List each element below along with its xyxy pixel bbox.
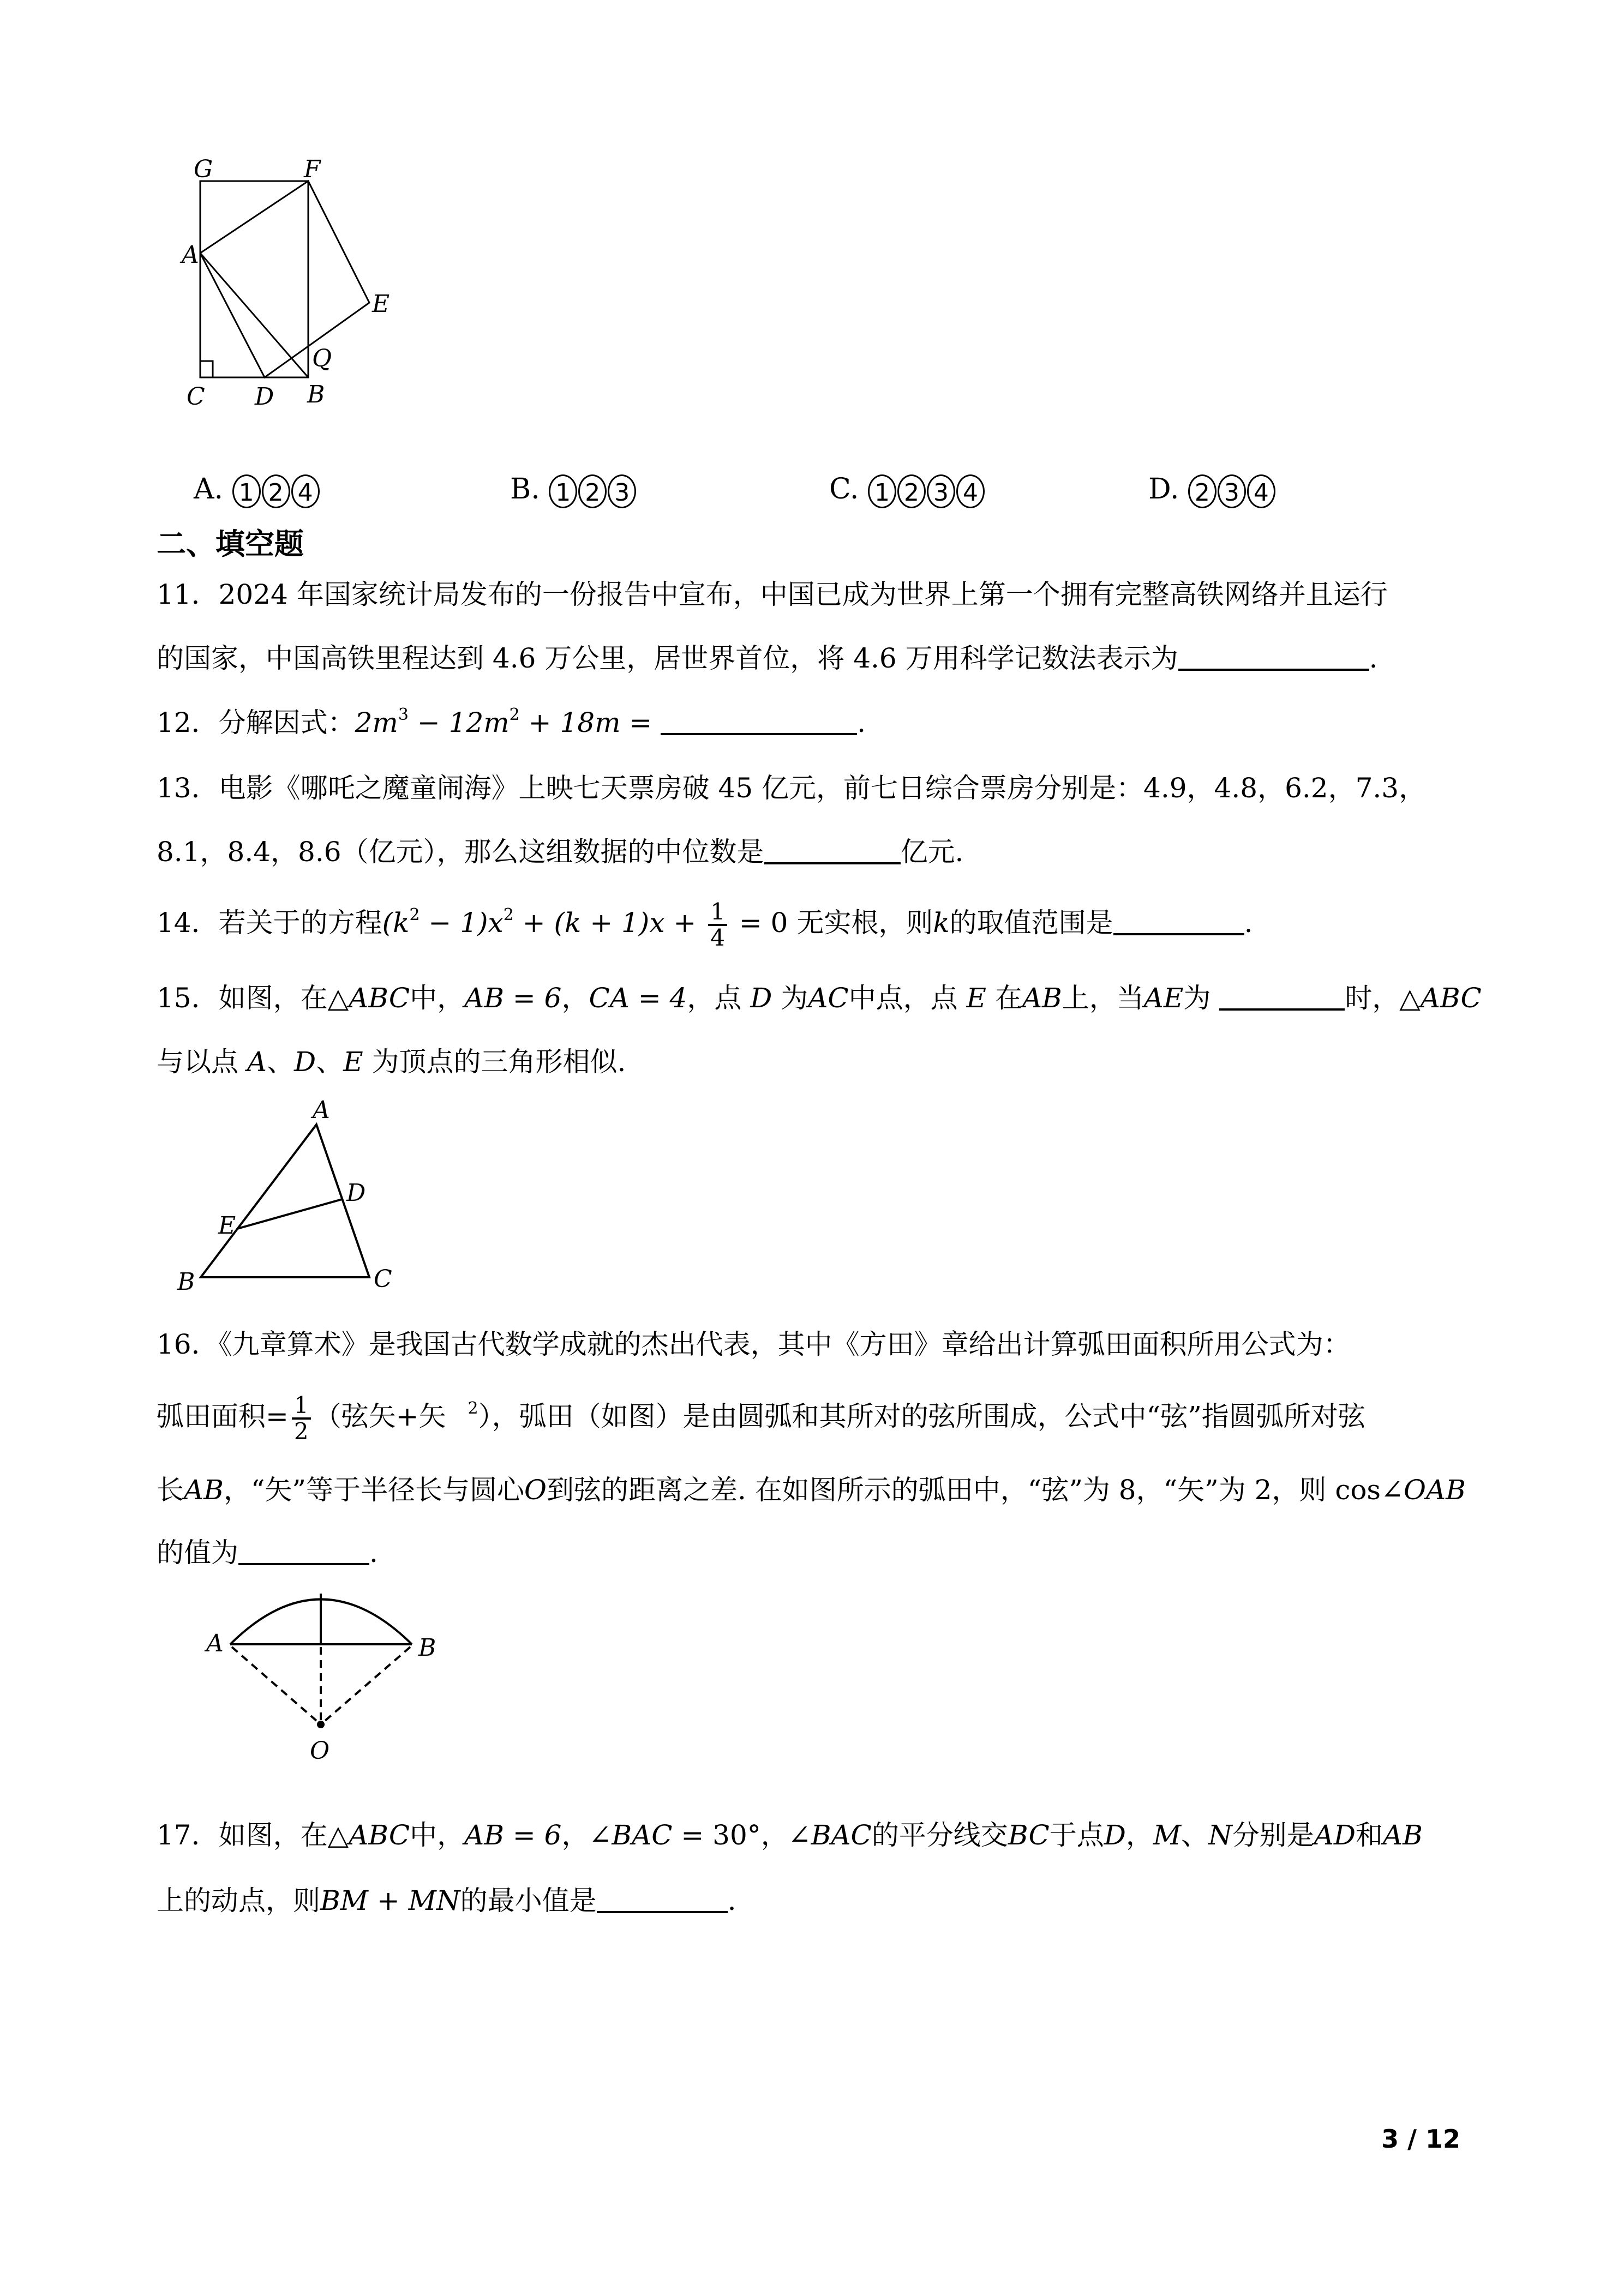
q15-t: 为	[772, 982, 808, 1014]
q15-t: ，	[561, 982, 589, 1014]
question-number: 11．	[157, 579, 219, 610]
q16-t: 到弦的距离之差. 在如图所示的弧田中，“弦”为 8，“矢”为 2，则 cos∠	[546, 1474, 1404, 1506]
q17-m: BM + MN	[320, 1885, 460, 1916]
q15-t: 在	[986, 982, 1022, 1014]
radius-ob	[325, 1647, 410, 1721]
q17-t: 的最小值是	[460, 1885, 597, 1916]
question-number: 17．	[157, 1819, 219, 1851]
q15-t: 、	[316, 1046, 344, 1078]
q15-t: 上，当	[1062, 982, 1144, 1014]
q17-t: 于点	[1049, 1819, 1104, 1851]
label-d: D	[255, 383, 274, 411]
q16-line-2	[157, 1393, 1365, 1444]
q11-line-2	[157, 639, 1378, 677]
right-angle-mark	[200, 361, 213, 377]
q14-prefix: 若关于的方程	[218, 907, 382, 939]
answer-blank[interactable]	[764, 835, 901, 864]
circled-number: 1	[232, 474, 261, 508]
q17-m: AD	[1314, 1819, 1356, 1851]
answer-blank[interactable]	[1219, 981, 1345, 1011]
q16-exp: 2	[468, 1399, 478, 1418]
fraction-one-half	[292, 1393, 311, 1444]
option-a[interactable]	[194, 470, 321, 508]
q15-m: D	[750, 982, 772, 1014]
q15-t: 为顶点的三角形相似.	[363, 1046, 626, 1078]
q16-m: AB	[184, 1474, 224, 1506]
q15-m: CA = 4	[589, 982, 687, 1014]
option-b[interactable]	[510, 470, 637, 508]
option-d[interactable]	[1148, 470, 1277, 508]
answer-blank[interactable]	[1178, 641, 1369, 671]
q15-m: ABC	[349, 982, 410, 1014]
label-d: D	[346, 1179, 366, 1207]
q15-m: E	[966, 982, 987, 1014]
q15-t: 时，△	[1345, 982, 1421, 1014]
q15-m: AC	[808, 982, 849, 1014]
q17-m: BAC	[811, 1819, 872, 1851]
q12-expr-c: + 18m =	[519, 707, 661, 738]
circled-number: 3	[1218, 474, 1246, 508]
label-g: G	[194, 155, 213, 183]
q15-m: AB = 6	[464, 982, 562, 1014]
q13-line-1	[157, 769, 1426, 807]
q16-m: O	[524, 1474, 547, 1506]
answer-blank[interactable]	[661, 706, 857, 735]
label-c: C	[187, 383, 205, 411]
q14-exp-b: 2	[503, 905, 514, 924]
circled-number: 1	[549, 474, 577, 508]
label-e: E	[372, 290, 390, 318]
q15-m: D	[294, 1046, 316, 1078]
q13-text-2a: 8.1，8.4，8.6（亿元），那么这组数据的中位数是	[157, 836, 764, 868]
q17-t: ，∠	[561, 1819, 612, 1851]
q16-m: OAB	[1403, 1474, 1466, 1506]
question-number: 16．	[157, 1329, 219, 1360]
answer-blank[interactable]	[1113, 906, 1244, 935]
circled-number: 1	[868, 474, 896, 508]
q15-m: A	[247, 1046, 267, 1078]
q17-t: 中，	[410, 1819, 465, 1851]
q11-text-2: 的国家，中国高铁里程达到 4.6 万公里，居世界首位，将 4.6 万用科学记数法表示为	[157, 642, 1178, 674]
option-letter: A.	[194, 473, 224, 506]
q15-t: 中点，点	[848, 982, 967, 1014]
q16-line-3	[157, 1471, 1466, 1509]
q15-t: 为	[1183, 982, 1220, 1014]
q15-t: ，点	[687, 982, 751, 1014]
q17-t: ，	[1125, 1819, 1153, 1851]
page-number: 3 / 12	[1381, 2124, 1460, 2154]
q17-t: 的平分线交	[871, 1819, 1008, 1851]
q15-t: 与以点	[157, 1046, 247, 1078]
circled-number: 3	[608, 474, 636, 508]
q17-t: 和	[1356, 1819, 1383, 1851]
q16-t: 的值为	[157, 1537, 238, 1568]
q15-t: 中，	[410, 982, 465, 1014]
q16-t: 长	[157, 1474, 184, 1506]
label-b: B	[418, 1634, 436, 1662]
q14-line	[157, 900, 1253, 950]
q12-exp-b: 2	[509, 705, 520, 724]
q11-line-1	[157, 575, 1388, 614]
q12-expr-a: 2m	[355, 707, 398, 738]
q12-line	[157, 704, 866, 742]
circled-number: 2	[1188, 474, 1216, 508]
label-b: B	[177, 1268, 195, 1296]
q14-mid: 无实根，则	[788, 907, 933, 939]
figure-q16-arc-field	[180, 1582, 507, 1800]
q17-m: N	[1208, 1819, 1232, 1851]
q14-end: .	[1244, 907, 1253, 939]
q11-end: .	[1369, 642, 1378, 674]
q17-end: .	[727, 1885, 736, 1916]
q17-line-1	[157, 1816, 1423, 1854]
q14-var: k	[933, 907, 950, 939]
option-letter: C.	[829, 473, 859, 506]
section-heading: 二、填空题	[157, 527, 304, 561]
q17-m: D	[1104, 1819, 1126, 1851]
q15-line-2	[157, 1043, 626, 1081]
q17-m: BAC	[612, 1819, 673, 1851]
q15-m: AE	[1143, 982, 1184, 1014]
label-c: C	[374, 1265, 392, 1293]
q15-t: 如图，在△	[218, 982, 349, 1014]
q12-end: .	[857, 707, 866, 738]
q16-line-4	[157, 1534, 378, 1572]
radius-oa	[232, 1647, 316, 1721]
circled-number: 3	[927, 474, 955, 508]
q15-m: AB	[1022, 982, 1062, 1014]
q14-suffix: 的取值范围是	[949, 907, 1113, 939]
q17-t: 、	[1181, 1819, 1209, 1851]
q13-line-2	[157, 833, 963, 871]
label-o: O	[310, 1737, 330, 1765]
circled-number: 2	[897, 474, 926, 508]
option-c[interactable]	[829, 470, 986, 508]
segment-ed	[237, 1199, 342, 1229]
q17-m: M	[1153, 1819, 1182, 1851]
label-b: B	[307, 381, 325, 408]
question-number: 12．	[157, 707, 219, 738]
q16-text-1: 《九章算术》是我国古代数学成就的杰出代表，其中《方田》章给出计算弧田面积所用公式为：	[218, 1329, 1351, 1360]
fraction-denominator: 2	[293, 1418, 309, 1445]
circled-number: 4	[291, 474, 320, 508]
fraction-denominator: 4	[710, 924, 725, 951]
label-a: A	[182, 241, 199, 269]
fraction-one-quarter	[708, 900, 727, 950]
label-q: Q	[312, 345, 332, 372]
q15-m: ABC	[1420, 982, 1482, 1014]
rectangle-gcbf	[200, 181, 308, 377]
circled-number: 4	[1247, 474, 1275, 508]
q14-expr-a: (k	[382, 907, 410, 939]
label-e: E	[218, 1212, 236, 1240]
question-number: 13．	[157, 772, 219, 804]
q17-m: BC	[1008, 1819, 1050, 1851]
fraction-numerator: 1	[708, 900, 727, 926]
circled-number: 2	[262, 474, 290, 508]
q16-line-1	[157, 1325, 1351, 1363]
q16-t: ，“矢”等于半径长与圆心	[223, 1474, 524, 1506]
q12-exp-a: 3	[398, 705, 409, 724]
q17-t: 上的动点，则	[157, 1885, 320, 1916]
q17-t: 如图，在△	[218, 1819, 349, 1851]
q16-t: 弧田面积=	[157, 1401, 289, 1432]
question-number: 14．	[157, 907, 219, 939]
q16-t: ），弧田（如图）是由圆弧和其所对的弦所围成，公式中“弦”指圆弧所对弦	[478, 1401, 1365, 1432]
question-number: 15．	[157, 982, 219, 1014]
q14-expr-c: + (k + 1)x +	[513, 907, 705, 939]
label-f: F	[304, 155, 321, 183]
fraction-numerator: 1	[292, 1393, 311, 1420]
answer-blank[interactable]	[597, 1884, 728, 1913]
q17-t: 分别是	[1232, 1819, 1314, 1851]
q16-end: .	[369, 1537, 378, 1568]
q14-expr-d: = 0	[730, 907, 788, 939]
q17-m: AB	[1383, 1819, 1423, 1851]
q12-prefix: 分解因式：	[218, 707, 355, 738]
center-point-o	[317, 1721, 325, 1728]
q15-m: E	[343, 1046, 363, 1078]
q17-line-2	[157, 1882, 736, 1920]
q15-t: 、	[267, 1046, 295, 1078]
square-adef	[200, 181, 369, 377]
q17-m: AB = 6	[464, 1819, 562, 1851]
q14-expr-b: − 1)x	[420, 907, 504, 939]
q16-t: （弦矢+矢	[314, 1401, 446, 1432]
option-letter: D.	[1148, 473, 1179, 506]
option-letter: B.	[510, 473, 540, 506]
q11-text-1: 2024 年国家统计局发布的一份报告中宣布，中国已成为世界上第一个拥有完整高铁网络并且运行	[218, 579, 1388, 610]
q17-m: ABC	[349, 1819, 410, 1851]
label-a: A	[313, 1096, 330, 1124]
q13-text-1: 电影《哪吒之魔童闹海》上映七天票房破 45 亿元，前七日综合票房分别是：4.9，4.8，6.2，7.3，	[218, 772, 1427, 804]
circled-number: 2	[578, 474, 607, 508]
answer-blank[interactable]	[238, 1536, 369, 1565]
triangle-abc	[201, 1125, 369, 1277]
figure-q15-triangle	[153, 1085, 589, 1314]
circled-number: 4	[956, 474, 985, 508]
q14-exp-a: 2	[409, 905, 420, 924]
label-a: A	[206, 1630, 224, 1657]
q13-text-2b: 亿元.	[900, 836, 964, 868]
q15-line-1	[157, 979, 1482, 1017]
q12-expr-b: − 12m	[408, 707, 510, 738]
figure-q10-rectangle-square	[153, 136, 535, 464]
q17-t: = 30°，∠	[672, 1819, 811, 1851]
